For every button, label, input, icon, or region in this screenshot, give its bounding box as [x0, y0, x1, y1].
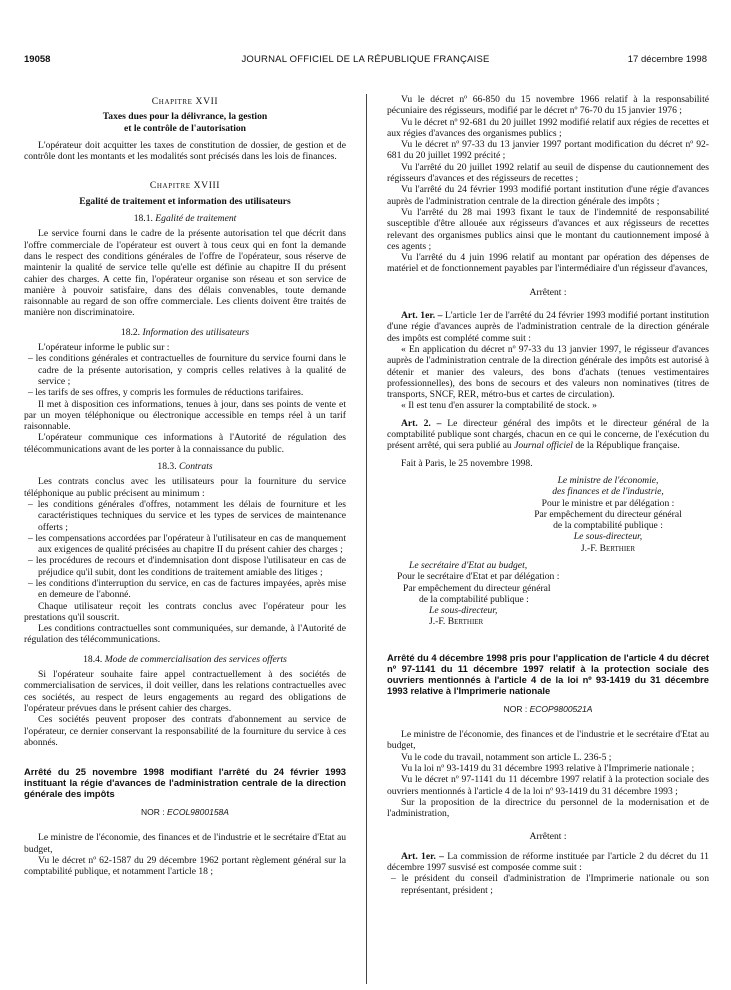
paragraph: L'opérateur communique ces informations à l'Autorité de régulation des télécommunications avant de les porter à la connaissance du public.: [24, 432, 346, 455]
quote: « Il est tenu d'en assurer la comptabilité de stock. »: [401, 400, 597, 412]
signature-line: de la comptabilité publique :: [419, 593, 529, 605]
right-column: [387, 94, 709, 896]
signature-block-minister: [387, 475, 709, 554]
paragraph: Vu l'arrêté du 28 mai 1993 fixant le taux de l'indemnité de responsabilité susceptible d'être allouée aux régisseurs d'avances et aux régisseurs de recettes relevant des organismes publics ainsi que le montant du cautionnement imposé à ces agents ;: [387, 206, 709, 252]
paragraph: Il met à disposition ces informations, tenues à jour, dans ses points de vente et par un moyen téléphonique ou électronique accessible en temps réel à un tarif raisonnable.: [24, 398, 346, 433]
list-item: – les compensations accordées par l'opérateur à l'utilisateur en cas de manquement aux exigences de qualité précisées au chapitre II du présent cahier des charges ;: [28, 532, 346, 556]
signature-line: des finances et de l'industrie,: [552, 486, 664, 498]
article-text: L'article 1er de l'arrêté du 24 février 1993 modifié portant institution d'une régie d'avances auprès de l'administration centrale de la direction générale des impôts est complété comme suit :: [387, 310, 709, 344]
issue-date: 17 décembre 1998: [627, 54, 707, 65]
chapter-17-title: [24, 111, 346, 134]
journal-title: JOURNAL OFFICIEL DE LA RÉPUBLIQUE FRANÇAISE: [241, 54, 490, 65]
paragraph: Le ministre de l'économie, des finances et de l'industrie et le secrétaire d'Etat au budget,: [24, 832, 346, 855]
quote: « En application du décret nº 97-33 du 13 janvier 1997, le régisseur d'avances auprès de l'administration centrale de la direction générale des impôts est autorisé à détenir et manier des valeurs, des bons d'achats (tenues vestimentaires professionnelles), des bons de secours et des valeurs non nominatives (titres de transports, SNCF, RER, métro-bus et cartes de circulation).: [387, 343, 709, 401]
signature-line: Pour le secrétaire d'Etat et par délégation :: [397, 571, 560, 583]
signature-line: Par empêchement du directeur général: [403, 582, 551, 594]
section-title: Egalité de traitement: [155, 213, 237, 225]
article-text: Le directeur général des impôts et le directeur général de la comptabilité publique sont chargés, chacun en ce qui le concerne, de l'exécution du présent arrêté, qui sera publié au: [387, 417, 709, 452]
section-number: 18.4.: [83, 653, 103, 665]
list-item: – les procédures de recours et d'indemnisation dont dispose l'utilisateur en cas de préjudice qu'il subit, dont les conditions de traitement amiable des litiges ;: [28, 555, 346, 578]
signature-line: Pour le ministre et par délégation :: [541, 497, 675, 509]
arretent-heading: Arrêtent :: [529, 831, 567, 843]
page-number: 19058: [24, 54, 51, 65]
paragraph: Vu la loi nº 93-1419 du 31 décembre 1993 relative à l'Imprimerie nationale ;: [401, 762, 695, 774]
paragraph: Chaque utilisateur reçoit les contrats conclus avec l'opérateur pour les prestations qu'il souscrit.: [24, 600, 346, 623]
paragraph: Vu le décret nº 97-1141 du 11 décembre 1997 relatif à la protection sociale des ouvriers mentionnés à l'article 4 de la loi nº 93-1419 du 31 décembre 1993 ;: [387, 774, 709, 797]
nor-label: NOR :: [141, 807, 165, 818]
article-1: [387, 851, 709, 874]
section-number: 18.2.: [120, 326, 141, 338]
article-label: Art. 1er. –: [401, 850, 444, 862]
article-label: Art. 2. –: [401, 417, 442, 429]
paragraph: Vu le décret nº 66-850 du 15 novembre 1966 relatif à la responsabilité pécuniaire des régisseurs, modifié par le décret nº 76-70 du 15 janvier 1976 ;: [387, 94, 709, 117]
signature-line: Le sous-directeur,: [429, 605, 498, 617]
article-text-end: de la République française.: [575, 440, 680, 452]
signatory-name: J.-F. Berthier: [429, 616, 484, 628]
arretent-heading: Arrêtent :: [529, 286, 567, 298]
nor-label: NOR :: [503, 703, 528, 714]
section-number: 18.3.: [157, 461, 177, 473]
list-item: – le président du conseil d'administration de l'Imprimerie nationale ou son représentant, président ;: [391, 873, 709, 896]
journal-name: Journal officiel: [514, 440, 573, 452]
paragraph: Vu l'arrêté du 20 juillet 1992 relatif au seuil de dispense du cautionnement des régisseurs d'avances et des régisseurs de recettes ;: [387, 161, 709, 185]
article-label: Art. 1er. –: [401, 310, 443, 322]
page-header: [24, 54, 707, 68]
paragraph: Vu le décret nº 97-33 du 13 janvier 1997 portant modification du décret nº 92-681 du 20 juillet 1992 précité ;: [387, 139, 709, 162]
signature-line: de la comptabilité publique :: [553, 520, 663, 532]
section-18-4-heading: [24, 654, 346, 665]
chapter-17-title-line2: et le contrôle de l'autorisation: [123, 122, 247, 134]
nor-code: ECOP9800521A: [529, 703, 593, 714]
nor-code: ECOL9800158A: [167, 807, 229, 818]
list-item: – les tarifs de ses offres, y compris les formules de réductions tarifaires.: [28, 387, 304, 399]
section-title: Contrats: [179, 461, 213, 473]
section-18-2-heading: [24, 327, 346, 338]
paragraph: Les contrats conclus avec les utilisateurs pour la fourniture du service téléphonique au public précisent au minimum :: [24, 476, 346, 499]
paragraph: Vu l'arrêté du 4 juin 1996 relatif au montant par opération des dépenses de matériel et de fonctionnement payables par l'intermédiaire d'un régisseur d'avances,: [387, 252, 709, 275]
section-title: Mode de commercialisation des services offerts: [104, 653, 287, 665]
article-2: [387, 418, 709, 452]
decree-title: Arrêté du 4 décembre 1998 pris pour l'application de l'article 4 du décret nº 97-1141 du 11 décembre 1997 relatif à la protection sociale des ouvriers mentionnés à l'article 4 de la loi nº 93-1419 du 31 décembre 1993 relative à l'Imprimerie nationale: [387, 651, 709, 696]
signature-line: Par empêchement du directeur général: [534, 508, 682, 520]
article-1: [387, 310, 709, 344]
list-item: – les conditions générales et contractuelles de fourniture du service fourni dans le cadre de la présente autorisation, y compris celles relatives à la qualité de service ;: [28, 353, 346, 387]
section-number: 18.1.: [133, 213, 153, 225]
column-divider: [366, 94, 367, 984]
list-item: – les conditions générales d'offres, notamment les délais de fourniture et les caractéristiques techniques du service et les types de services de maintenance offerts ;: [28, 498, 346, 533]
signature-line: Le sous-directeur,: [573, 531, 643, 543]
signatory-name: J.-F. Berthier: [580, 542, 636, 554]
paragraph: Vu le code du travail, notamment son article L. 236-5 ;: [401, 751, 612, 763]
chapter-17-paragraph: L'opérateur doit acquitter les taxes de constitution de dossier, de gestion et de contrôle dont les montants et les modalités sont précisés dans les lois de finances.: [24, 139, 346, 163]
paragraph: Ces sociétés peuvent proposer des contrats d'abonnement au service de l'opérateur, ce dernier conservant la responsabilité de la fourniture du service à ces abonnés.: [24, 714, 346, 748]
section-18-1-heading: [24, 213, 346, 224]
section-18-1-paragraph: Le service fourni dans le cadre de la présente autorisation tel que décrit dans l'offre commerciale de l'opérateur est ouvert à tous ceux qui en font la demande dans le respect des conditions générales de l'offre de l'opérateur, sous réserve de maintenir la qualité de service telle qu'elle est définie au chapitre II du présent cahier des charges. A cette fin, l'opérateur organise son réseau et son service de manière à pouvoir satisfaire, dans des délais convenables, toute demande raisonnable au regard de son offre commerciale. Les clients doivent être traités de manière non discriminatoire.: [24, 228, 346, 319]
left-column: [24, 96, 346, 878]
signature-line: Le ministre de l'économie,: [557, 474, 659, 486]
chapter-18-title: Egalité de traitement et information des utilisateurs: [79, 195, 291, 207]
chapter-17-label: Chapitre XVII: [151, 96, 219, 107]
article-text: La commission de réforme instituée par l'article 2 du décret du 11 décembre 1997 susvisé est composée comme suit :: [387, 850, 709, 874]
paragraph: Vu le décret nº 92-681 du 20 juillet 1992 modifié relatif aux régies de recettes et aux régies d'avances des organismes publics ;: [387, 116, 709, 139]
chapter-17-title-line1: Taxes dues pour la délivrance, la gestion: [102, 111, 268, 123]
chapter-18-label: Chapitre XVIII: [149, 180, 221, 192]
list-item: – les conditions d'interruption du service, en cas de factures impayées, après mise en demeure de l'abonné.: [28, 577, 346, 601]
nor-reference: [24, 807, 346, 818]
nor-reference: [387, 704, 709, 715]
paragraph: Les conditions contractuelles sont communiquées, sur demande, à l'Autorité de régulation des télécommunications.: [24, 623, 346, 646]
paragraph: L'opérateur informe le public sur :: [38, 342, 170, 354]
paragraph: Le ministre de l'économie, des finances et de l'industrie et le secrétaire d'Etat au budget,: [387, 729, 709, 752]
paragraph: Vu le décret nº 62-1587 du 29 décembre 1962 portant règlement général sur la comptabilité publique, et notamment l'article 18 ;: [24, 855, 346, 878]
signature-block-secretary: [387, 560, 709, 628]
section-title: Information des utilisateurs: [142, 326, 250, 338]
paragraph: Vu l'arrêté du 24 février 1993 modifié portant institution d'une régie d'avances auprès de l'administration centrale de la direction générale des impôts ;: [387, 184, 709, 207]
section-18-3-heading: [24, 461, 346, 472]
signature-line: Le secrétaire d'Etat au budget,: [409, 559, 528, 571]
decree-title: Arrêté du 25 novembre 1998 modifiant l'arrêté du 24 février 1993 instituant la régie d'avances de l'administration centrale de la direction générale des impôts: [24, 766, 346, 800]
place-date: Fait à Paris, le 25 novembre 1998.: [401, 457, 533, 469]
paragraph: Si l'opérateur souhaite faire appel contractuellement à des sociétés de commercialisation de services, il doit veiller, dans les relations contractuelles avec ces sociétés, au respect de leurs engagements au regard des obligations de l'opérateur prévues dans le présent cahier des charges.: [24, 669, 346, 714]
paragraph: Sur la proposition de la directrice du personnel de la modernisation et de l'administration,: [387, 796, 709, 820]
